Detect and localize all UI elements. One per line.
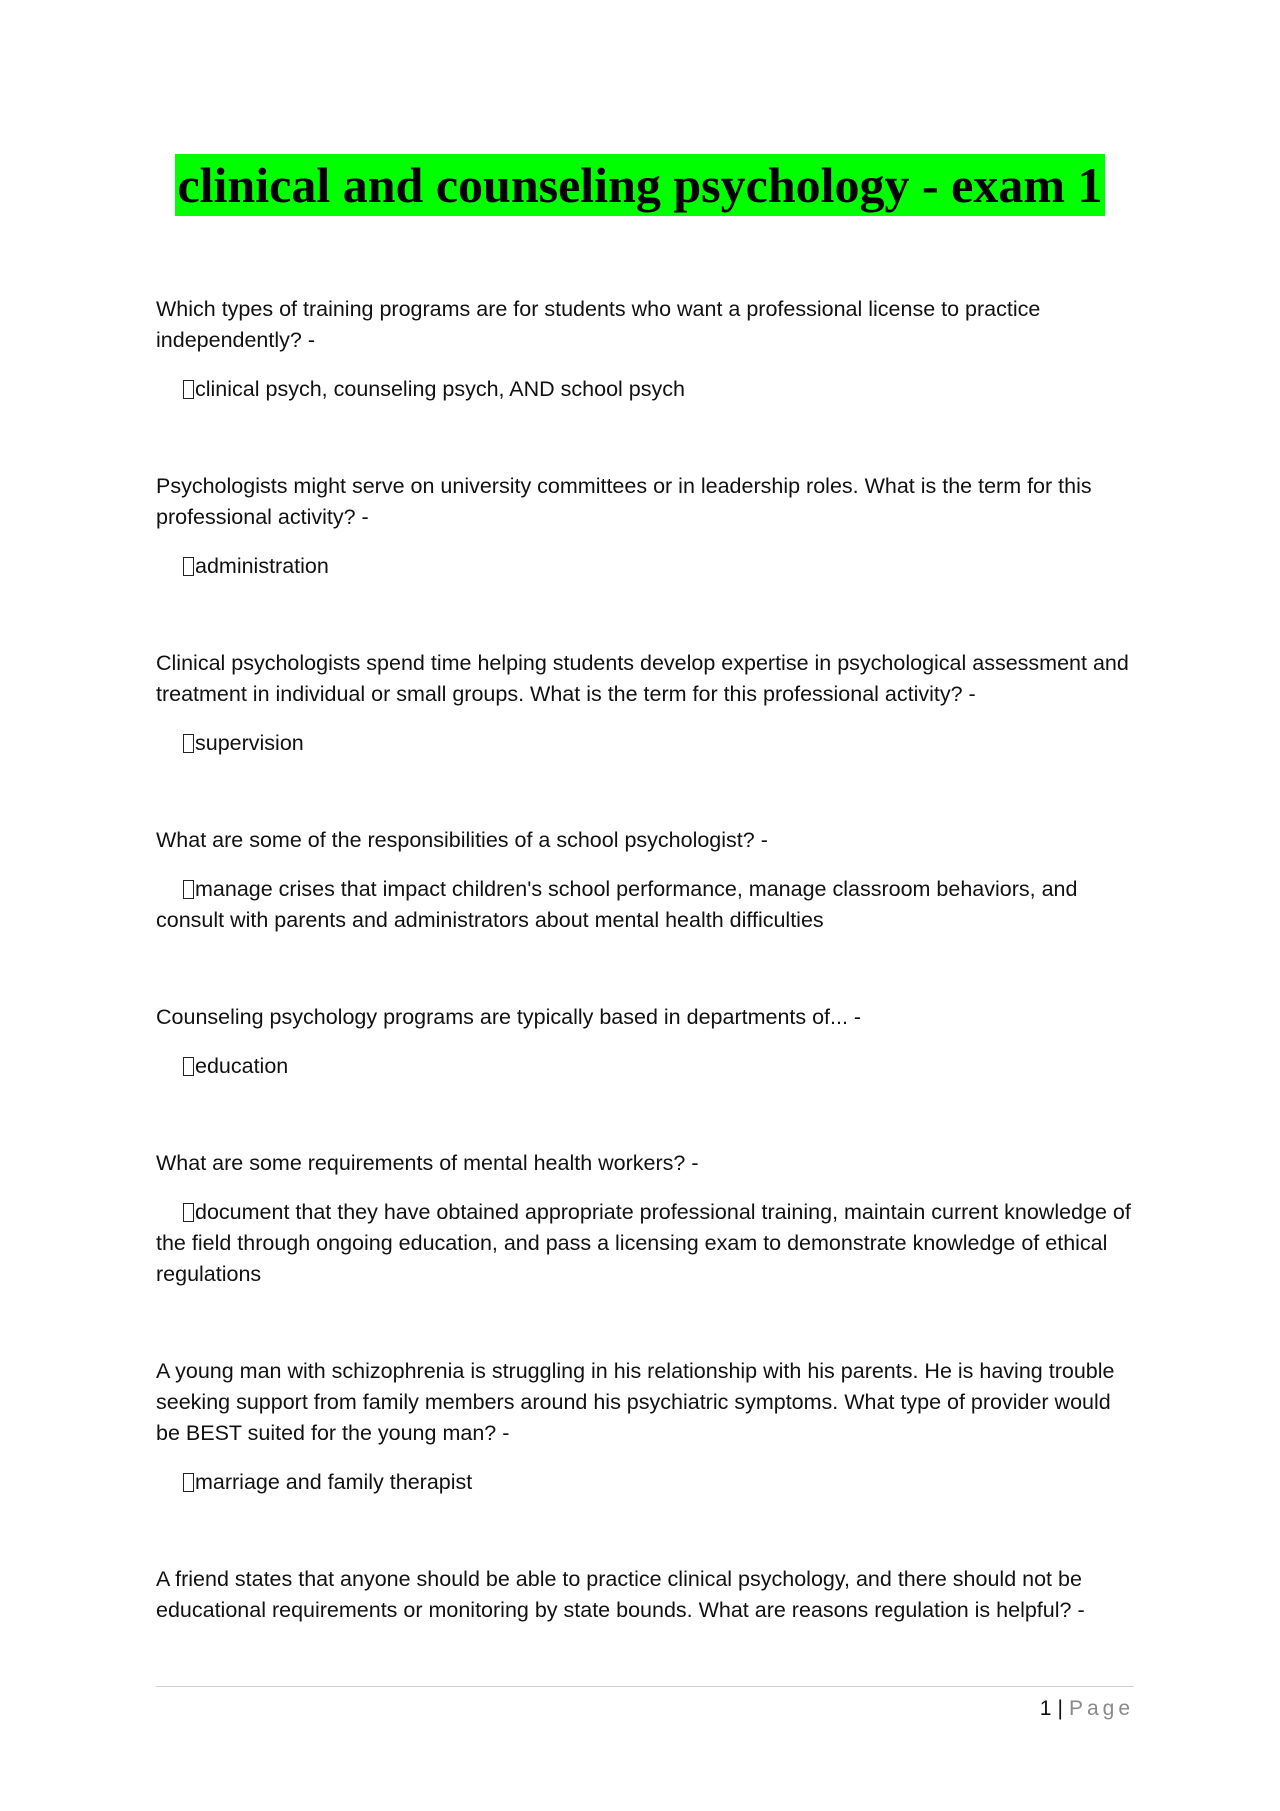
answer-text: marriage and family therapist bbox=[195, 1470, 473, 1494]
checkbox-glyph-icon bbox=[183, 1203, 194, 1222]
answer-text: education bbox=[195, 1054, 289, 1078]
checkbox-glyph-icon bbox=[183, 734, 194, 753]
answer-text: clinical psych, counseling psych, AND school psych bbox=[195, 377, 685, 401]
checkbox-glyph-icon bbox=[183, 1057, 194, 1076]
checkbox-glyph-icon bbox=[183, 380, 194, 399]
checkbox-glyph-icon bbox=[183, 557, 194, 576]
question-text: A young man with schizophrenia is struggling in his relationship with his parents. He is having trouble seeking support from family members around his psychiatric symptoms. What type of provider would be BEST suited for the young man? - bbox=[156, 1359, 1115, 1445]
page-number: 1 bbox=[1039, 1697, 1052, 1720]
title-container bbox=[0, 154, 1280, 216]
footer-separator: | bbox=[1057, 1697, 1063, 1720]
answer-text: manage crises that impact children's school performance, manage classroom behaviors, and consult with parents and administrators about mental health difficulties bbox=[156, 877, 1078, 932]
checkbox-glyph-icon bbox=[183, 880, 194, 899]
answer-line bbox=[156, 874, 1136, 936]
checkbox-glyph-icon bbox=[183, 1473, 194, 1492]
page-label: Page bbox=[1068, 1697, 1134, 1720]
question-text: Clinical psychologists spend time helping students develop expertise in psychological assessment and treatment in individual or small groups. What is the term for this professional activity? - bbox=[156, 651, 1129, 706]
qa-item bbox=[156, 825, 1136, 936]
qa-list bbox=[156, 294, 1136, 1626]
answer-line bbox=[156, 1051, 1136, 1082]
answer-line bbox=[156, 551, 1136, 582]
document-title: clinical and counseling psychology - exam 1 bbox=[175, 154, 1104, 216]
qa-item bbox=[156, 1002, 1136, 1082]
answer-text: document that they have obtained appropriate professional training, maintain current knowledge of the field through ongoing education, and pass a licensing exam to demonstrate knowledge of ethical regulations bbox=[156, 1200, 1131, 1286]
answer-line bbox=[156, 728, 1136, 759]
page-footer bbox=[1040, 1694, 1134, 1724]
qa-item bbox=[156, 648, 1136, 759]
question-text: A friend states that anyone should be able to practice clinical psychology, and there should not be educational requirements or monitoring by state bounds. What are reasons regulation is helpful? - bbox=[156, 1567, 1085, 1622]
question-text: Counseling psychology programs are typically based in departments of... - bbox=[156, 1005, 862, 1029]
question-text: What are some requirements of mental health workers? - bbox=[156, 1151, 699, 1175]
qa-item bbox=[156, 1356, 1136, 1498]
qa-item bbox=[156, 471, 1136, 582]
question-text: Which types of training programs are for students who want a professional license to practice independently? - bbox=[156, 297, 1041, 352]
qa-item bbox=[156, 1148, 1136, 1290]
question-text: Psychologists might serve on university committees or in leadership roles. What is the term for this professional activity? - bbox=[156, 474, 1092, 529]
answer-line bbox=[156, 1467, 1136, 1498]
answer-text: supervision bbox=[195, 731, 304, 755]
answer-line bbox=[156, 374, 1136, 405]
qa-item bbox=[156, 294, 1136, 405]
answer-line bbox=[156, 1197, 1136, 1290]
question-text: What are some of the responsibilities of a school psychologist? - bbox=[156, 828, 768, 852]
answer-text: administration bbox=[195, 554, 329, 578]
footer-divider bbox=[156, 1686, 1134, 1687]
qa-item bbox=[156, 1564, 1136, 1626]
